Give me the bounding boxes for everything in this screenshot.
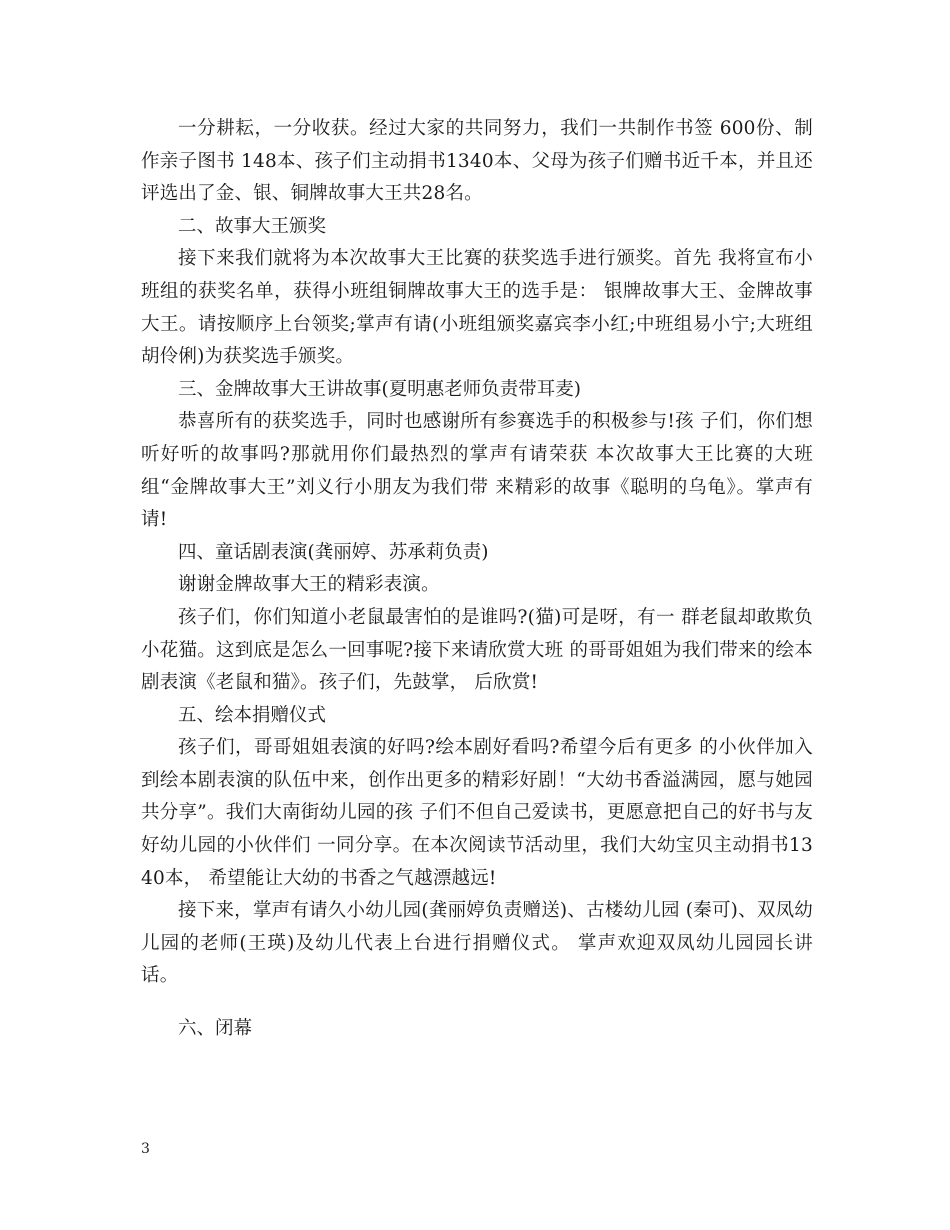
section-heading-awards: 二、故事大王颁奖 [178, 215, 327, 237]
paragraph-thanks: 谢谢金牌故事大王的精彩表演。 [178, 574, 440, 596]
spacer [141, 993, 813, 1013]
section-heading-closing: 六、闭幕 [178, 1018, 253, 1040]
section-heading-donation: 五、绘本捐赠仪式 [178, 704, 327, 726]
paragraph-donation-ceremony: 接下来，掌声有请久小幼儿园(龚丽婷负责赠送)、古楼幼儿园 (秦可)、双凤幼儿园的老师(王瑛)及幼儿代表上台进行捐赠仪式。 掌声欢迎双凤幼儿园园长讲话。 [141, 900, 813, 987]
document-body [141, 113, 813, 1046]
section-heading-gold-story: 三、金牌故事大王讲故事(夏明惠老师负责带耳麦) [178, 378, 581, 400]
section-heading-fairy-play: 四、童话剧表演(龚丽婷、苏承莉负责) [178, 541, 489, 563]
page-number: 3 [141, 1141, 150, 1157]
paragraph-gold-story: 恭喜所有的获奖选手，同时也感谢所有参赛选手的积极参与!孩 子们，你们想听好听的故事吗?那就用你们最热烈的掌声有请荣获 本次故事大王比赛的大班组“金牌故事大王”刘义行小朋友为我们带 来精彩的故事《聪明的乌龟》。掌声有请! [141, 411, 813, 531]
paragraph-harvest: 一分耕耘，一分收获。经过大家的共同努力，我们一共制作书签 600份、制作亲子图书 148本、孩子们主动捐书1340本、父母为孩子们赠书近千本，并且还评选出了金、银、铜牌故事大王共28名。 [141, 118, 813, 205]
paragraph-awards: 接下来我们就将为本次故事大王比赛的获奖选手进行颁奖。首先 我将宣布小班组的获奖名单，获得小班组铜牌故事大王的选手是： 银牌故事大王、金牌故事大王。请按顺序上台领奖;掌声有请(小班组颁奖嘉宾李小红;中班组易小宁;大班组胡伶俐)为获奖选手颁奖。 [141, 248, 813, 368]
paragraph-mouse-cat: 孩子们，你们知道小老鼠最害怕的是谁吗?(猫)可是呀，有一 群老鼠却敢欺负小花猫。这到底是怎么一回事呢?接下来请欣赏大班 的哥哥姐姐为我们带来的绘本剧表演《老鼠和猫》。孩子们，先鼓掌， 后欣赏! [141, 606, 813, 694]
paragraph-donation: 孩子们，哥哥姐姐表演的好吗?绘本剧好看吗?希望今后有更多 的小伙伴加入到绘本剧表演的队伍中来，创作出更多的精彩好剧！“大幼书香溢满园，愿与她园共分享”。我们大南街幼儿园的孩 子们不但自己爱读书，更愿意把自己的好书与友好幼儿园的小伙伴们 一同分享。在本次阅读节活动里，我们大幼宝贝主动捐书1340本， 希望能让大幼的书香之气越漂越远! [141, 737, 813, 889]
